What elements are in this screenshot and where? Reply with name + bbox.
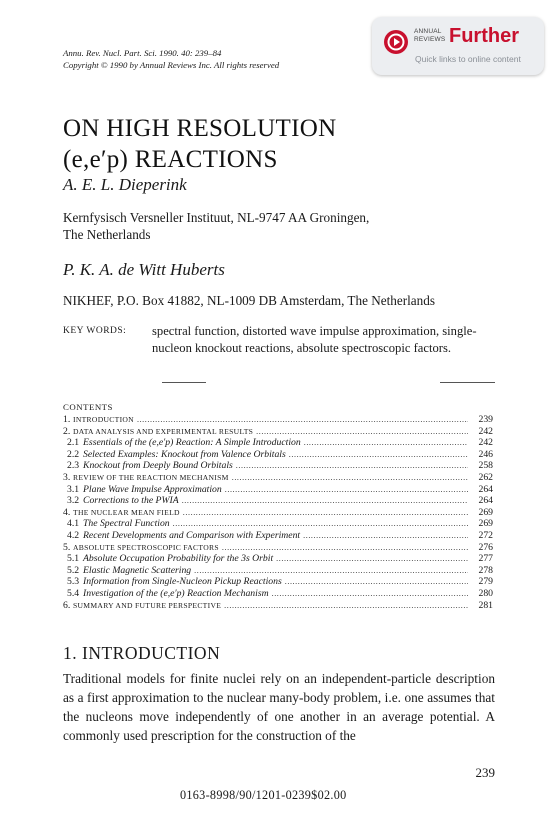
toc-leader-dots: [256, 426, 468, 438]
toc-entry: [63, 576, 493, 588]
keywords-line-2: nucleon knockout reactions, absolute spectroscopic factors.: [152, 341, 452, 355]
section-heading: 1. INTRODUCTION: [63, 643, 221, 663]
table-of-contents: [63, 414, 493, 611]
toc-entry-page: 280: [478, 587, 493, 599]
toc-entry-title: SUMMARY AND FUTURE PERSPECTIVE: [73, 600, 222, 610]
toc-entry-number: 6.: [63, 599, 71, 611]
author-2-affiliation: [63, 292, 435, 309]
toc-entry-page: 276: [478, 541, 493, 553]
toc-entry-number: 5.3: [67, 576, 80, 588]
toc-entry-page: 281: [478, 599, 493, 611]
toc-entry-number: 2.3: [67, 460, 80, 472]
toc-entry-title: Essentials of the (e,e′p) Reaction: A Simple Introduction: [83, 437, 301, 449]
toc-entry-page: 258: [478, 460, 493, 472]
toc-entry: [63, 553, 493, 565]
citation-journal: Annu. Rev. Nucl. Part. Sci. 1990. 40: 239–84: [63, 48, 222, 58]
toc-entry-title: Corrections to the PWIA: [83, 495, 179, 507]
citation-copyright: Copyright © 1990 by Annual Reviews Inc. All rights reserved: [63, 59, 280, 70]
toc-entry-number: 5.4: [67, 587, 80, 599]
toc-entry-number: 4.2: [67, 529, 80, 541]
toc-entry-number: 1.: [63, 414, 71, 425]
toc-entry-page: 277: [478, 553, 493, 565]
toc-entry: [63, 588, 493, 600]
toc-leader-dots: [232, 472, 468, 484]
toc-entry-title: Selected Examples: Knockout from Valence Orbitals: [83, 448, 286, 460]
toc-entry-title: Plane Wave Impulse Approximation: [83, 483, 222, 495]
toc-leader-dots: [289, 449, 468, 461]
toc-leader-dots: [285, 576, 468, 588]
toc-entry-title: Information from Single-Nucleon Pickup Reactions: [83, 576, 282, 588]
toc-entry-number: 5.: [63, 541, 71, 553]
further-label: Further: [449, 25, 519, 47]
toc-leader-dots: [137, 414, 468, 426]
toc-entry: [63, 565, 493, 577]
toc-entry-page: 264: [478, 495, 493, 507]
toc-leader-dots: [304, 437, 468, 449]
toc-entry-number: 3.: [63, 471, 71, 483]
toc-entry-title: Investigation of the (e,e′p) Reaction Mechanism: [83, 587, 269, 599]
toc-entry-page: 246: [478, 448, 493, 460]
toc-entry-number: 4.: [63, 506, 71, 518]
toc-leader-dots: [224, 600, 468, 612]
toc-entry-page: 242: [478, 425, 493, 437]
toc-entry-number: 4.1: [67, 518, 80, 530]
author-1-name: A. E. L. Dieperink: [63, 175, 187, 194]
keywords-text: [152, 323, 497, 357]
toc-entry-number: 2.: [63, 425, 71, 437]
toc-leader-dots: [276, 553, 468, 565]
toc-entry-number: 2.2: [67, 448, 80, 460]
affiliation-line: NIKHEF, P.O. Box 41882, NL-1009 DB Amsterdam, The Netherlands: [63, 293, 435, 308]
toc-entry-title: Absolute Occupation Probability for the 3s Orbit: [83, 553, 274, 565]
toc-entry: [63, 530, 493, 542]
footer-code: 0163-8998/90/1201-0239$02.00: [180, 788, 347, 802]
toc-entry-title: Recent Developments and Comparison with Experiment: [83, 529, 301, 541]
toc-entry-page: 242: [478, 437, 493, 449]
toc-entry-page: 239: [478, 414, 493, 425]
toc-entry: [63, 495, 493, 507]
title-line-1: ON HIGH RESOLUTION: [63, 115, 337, 142]
toc-entry-page: 278: [478, 564, 493, 576]
toc-entry: [63, 460, 493, 472]
separator-rule: [440, 382, 495, 383]
further-banner[interactable]: [372, 17, 544, 75]
toc-entry-title: ABSOLUTE SPECTROSCOPIC FACTORS: [73, 542, 219, 552]
article-title: [63, 113, 336, 175]
toc-entry: [63, 484, 493, 496]
author-1-affiliation: [63, 209, 369, 243]
toc-leader-dots: [236, 460, 468, 472]
toc-entry-number: 5.1: [67, 553, 80, 565]
toc-entry-title: THE NUCLEAR MEAN FIELD: [73, 507, 180, 517]
toc-entry-title: INTRODUCTION: [73, 415, 134, 424]
toc-entry-number: 3.1: [67, 483, 80, 495]
separator-rule: [162, 382, 206, 383]
toc-entry-title: Knockout from Deeply Bound Orbitals: [83, 460, 233, 472]
toc-entry: [63, 542, 493, 554]
toc-entry: [63, 472, 493, 484]
toc-entry-number: 5.2: [67, 564, 80, 576]
quick-links-label: Quick links to online content: [415, 54, 521, 64]
reviews-label: REVIEWS: [414, 36, 446, 43]
citation: [63, 48, 279, 71]
toc-entry: [63, 449, 493, 461]
toc-leader-dots: [194, 565, 468, 577]
toc-entry-title: The Spectral Function: [83, 518, 170, 530]
toc-entry-page: 269: [478, 518, 493, 530]
toc-entry: [63, 437, 493, 449]
toc-entry-title: DATA ANALYSIS AND EXPERIMENTAL RESULTS: [73, 426, 254, 436]
toc-leader-dots: [182, 495, 468, 507]
toc-entry-page: 279: [478, 576, 493, 588]
toc-leader-dots: [225, 484, 468, 496]
annual-label: ANNUAL: [414, 28, 442, 35]
toc-entry-number: 2.1: [67, 437, 80, 449]
toc-entry-page: 264: [478, 483, 493, 495]
body-paragraph: Traditional models for finite nuclei rely on an independent-particle description as a first approximation to the nuclear many-body problem, i.e. one assumes that the nucleons move independently of one another in an average potential. A commonly used prescription for the construction of the: [63, 671, 495, 743]
affiliation-line: The Netherlands: [63, 227, 151, 242]
toc-entry: [63, 600, 493, 612]
toc-entry-number: 3.2: [67, 495, 80, 507]
affiliation-line: Kernfysisch Versneller Instituut, NL-9747 AA Groningen,: [63, 210, 370, 225]
toc-entry: [63, 518, 493, 530]
author-2-name: P. K. A. de Witt Huberts: [63, 260, 225, 279]
toc-entry: [63, 414, 493, 426]
page-number: 239: [475, 765, 495, 780]
toc-leader-dots: [303, 530, 468, 542]
toc-leader-dots: [222, 542, 468, 554]
toc-entry: [63, 426, 493, 438]
toc-entry-title: Elastic Magnetic Scattering: [83, 564, 192, 576]
toc-leader-dots: [272, 588, 468, 600]
contents-heading: CONTENTS: [63, 402, 113, 412]
keywords-label: KEY WORDS:: [63, 326, 127, 336]
title-line-2: (e,e′p) REACTIONS: [63, 146, 278, 173]
keywords-line-1: spectral function, distorted wave impulse approximation, single-: [152, 324, 477, 338]
toc-entry-title: REVIEW OF THE REACTION MECHANISM: [73, 472, 229, 482]
toc-entry-page: 272: [478, 529, 493, 541]
toc-entry-page: 262: [478, 471, 493, 483]
toc-leader-dots: [183, 507, 468, 519]
toc-leader-dots: [173, 518, 468, 530]
toc-entry-page: 269: [478, 506, 493, 518]
toc-entry: [63, 507, 493, 519]
play-circle-icon: [384, 30, 408, 54]
